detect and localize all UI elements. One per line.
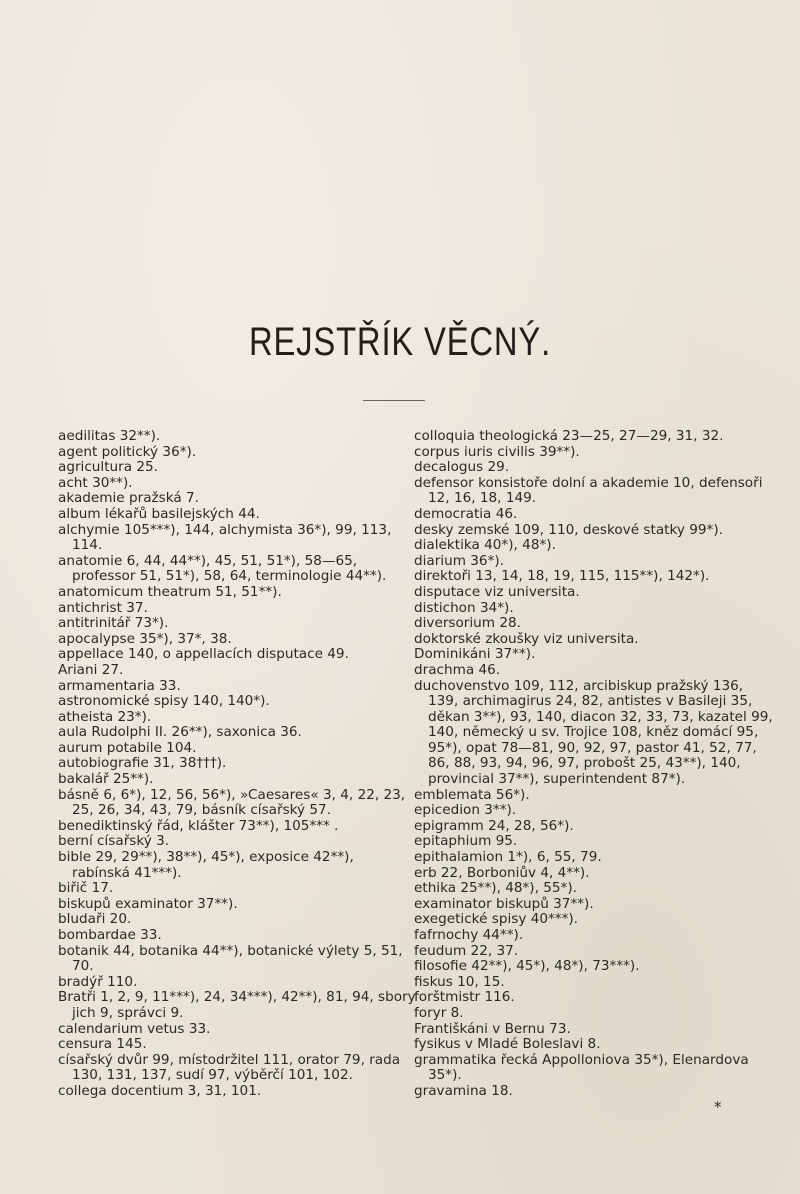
index-entry: bludaři 20. xyxy=(58,911,132,928)
signature-mark: * xyxy=(714,1098,722,1116)
index-column-left xyxy=(58,429,416,1100)
index-entry: anatomie 6, 44, 44**), 45, 51, 51*), 58—65, professor 51, 51*), 58, 64, terminologie 44**). xyxy=(58,552,387,585)
index-entry: grammatika řecká Appolloniova 35*), Elenardova 35*). xyxy=(414,1051,749,1084)
index-entry: erb 22, Borboniův 4, 4**). xyxy=(414,864,590,881)
index-entry: bible 29, 29**), 38**), 45*), exposice 42**), rabínská 41***). xyxy=(58,849,354,881)
index-entry: epithalamion 1*), 6, 55, 79. xyxy=(414,849,602,866)
index-entry: exegetické spisy 40***). xyxy=(414,911,579,928)
index-entry: anatomicum theatrum 51, 51**). xyxy=(58,583,282,600)
index-entry: agent politický 36*). xyxy=(58,443,197,460)
index-entry: democratia 46. xyxy=(414,505,518,522)
index-entry: forštmistr 116. xyxy=(414,989,515,1006)
index-entry: biskupů examinator 37**). xyxy=(58,895,238,912)
index-entry: album lékařů basilejských 44. xyxy=(58,505,260,522)
index-entry: filosofie 42**), 45*), 48*), 73***). xyxy=(414,958,640,975)
index-entry: colloquia theologická 23—25, 27—29, 31, 32. xyxy=(414,428,724,444)
page-title: REJSTŘÍK VĚCNÝ. xyxy=(248,320,552,364)
index-entry: foryr 8. xyxy=(414,1004,464,1021)
index-entry: aurum potabile 104. xyxy=(58,739,197,756)
index-entry: fiskus 10, 15. xyxy=(414,973,505,990)
index-entry: examinator biskupů 37**). xyxy=(414,895,594,912)
index-entry: agricultura 25. xyxy=(58,459,158,476)
index-entry: diversorium 28. xyxy=(414,615,521,632)
index-entry: autobiografie 31, 38†††). xyxy=(58,755,227,772)
index-entry: alchymie 105***), 144, alchymista 36*), 99, 113, 114. xyxy=(58,521,392,554)
index-entry: direktoři 13, 14, 18, 19, 115, 115**), 142*). xyxy=(414,568,710,585)
index-entry: epicedion 3**). xyxy=(414,802,517,819)
index-entry: antichrist 37. xyxy=(58,599,148,616)
index-entry: aedilitas 32**). xyxy=(58,428,161,444)
title-divider xyxy=(363,400,425,401)
index-entry: biřič 17. xyxy=(58,880,114,897)
index-entry: duchovenstvo 109, 112, arcibiskup pražský 136, 139, archimagirus 24, 82, antistes v Basileji 35, děkan 3**), 93, 140, diacon 32, 33, 73, kazatel 99, 140, německý u sv. Trojice 108, kněz domácí 95, 95*), opat 78—81, 90, 92, 97, pastor 41, 52, 77, 86, 88, 93, 94, 96, 97, probošt 25, 43**), 140, provincial 37**), superintendent 87*). xyxy=(414,677,773,788)
index-entry: doktorské zkoušky viz universita. xyxy=(414,630,639,647)
index-entry: berní císařský 3. xyxy=(58,833,170,850)
index-entry: Bratři 1, 2, 9, 11***), 24, 34***), 42**), 81, 94, sbory jich 9, správci 9. xyxy=(58,989,416,1021)
index-entry: censura 145. xyxy=(58,1036,147,1053)
index-entry: distichon 34*). xyxy=(414,599,514,616)
index-entry: diarium 36*). xyxy=(414,552,504,569)
index-entry: corpus iuris civilis 39**). xyxy=(414,443,580,460)
index-entry: císařský dvůr 99, místodržitel 111, orator 79, rada 130, 131, 137, sudí 97, výběrčí 101, 102. xyxy=(58,1051,401,1084)
index-entry: dialektika 40*), 48*). xyxy=(414,537,556,554)
index-column-right xyxy=(414,429,774,1100)
index-entry: Dominikáni 37**). xyxy=(414,646,536,663)
index-entry: akademie pražská 7. xyxy=(58,490,200,507)
index-entry: gravamina 18. xyxy=(414,1082,513,1099)
index-entry: bombardae 33. xyxy=(58,927,162,943)
index-entry: Františkáni v Bernu 73. xyxy=(414,1020,571,1037)
index-entry: calendarium vetus 33. xyxy=(58,1020,211,1037)
index-entry: desky zemské 109, 110, deskové statky 99*). xyxy=(414,521,723,538)
index-entry: bakalář 25**). xyxy=(58,771,154,788)
index-entry: benediktinský řád, klášter 73**), 105*** . xyxy=(58,817,339,834)
index-entry: atheista 23*). xyxy=(58,708,152,725)
index-entry: armamentaria 33. xyxy=(58,677,181,694)
index-entry: ethika 25**), 48*), 55*). xyxy=(414,880,577,897)
index-entry: apocalypse 35*), 37*, 38. xyxy=(58,630,232,647)
index-entry: Ariani 27. xyxy=(58,661,124,678)
index-entry: appellace 140, o appellacích disputace 49. xyxy=(58,646,349,663)
index-entry: epitaphium 95. xyxy=(414,833,518,850)
index-entry: drachma 46. xyxy=(414,661,501,678)
index-entry: emblemata 56*). xyxy=(414,786,530,803)
index-entry: acht 30**). xyxy=(58,474,133,491)
index-entry: collega docentium 3, 31, 101. xyxy=(58,1082,262,1099)
index-entry: botanik 44, botanika 44**), botanické výlety 5, 51, 70. xyxy=(58,942,403,975)
index-entry: decalogus 29. xyxy=(414,459,510,476)
index-entry: aula Rudolphi II. 26**), saxonica 36. xyxy=(58,724,302,741)
index-entry: defensor konsistoře dolní a akademie 10, defensoři 12, 16, 18, 149. xyxy=(414,474,763,507)
index-entry: fysikus v Mladé Boleslavi 8. xyxy=(414,1036,601,1053)
index-entry: epigramm 24, 28, 56*). xyxy=(414,817,574,834)
index-entry: antitrinitář 73*). xyxy=(58,615,169,632)
index-entry: fafrnochy 44**). xyxy=(414,927,524,943)
index-entry: disputace viz universita. xyxy=(414,583,580,600)
index-entry: básně 6, 6*), 12, 56, 56*), »Caesares« 3, 4, 22, 23, 25, 26, 34, 43, 79, básník císařský 57. xyxy=(58,786,406,819)
index-entry: feudum 22, 37. xyxy=(414,942,519,959)
index-entry: bradýř 110. xyxy=(58,973,138,990)
index-entry: astronomické spisy 140, 140*). xyxy=(58,693,270,710)
